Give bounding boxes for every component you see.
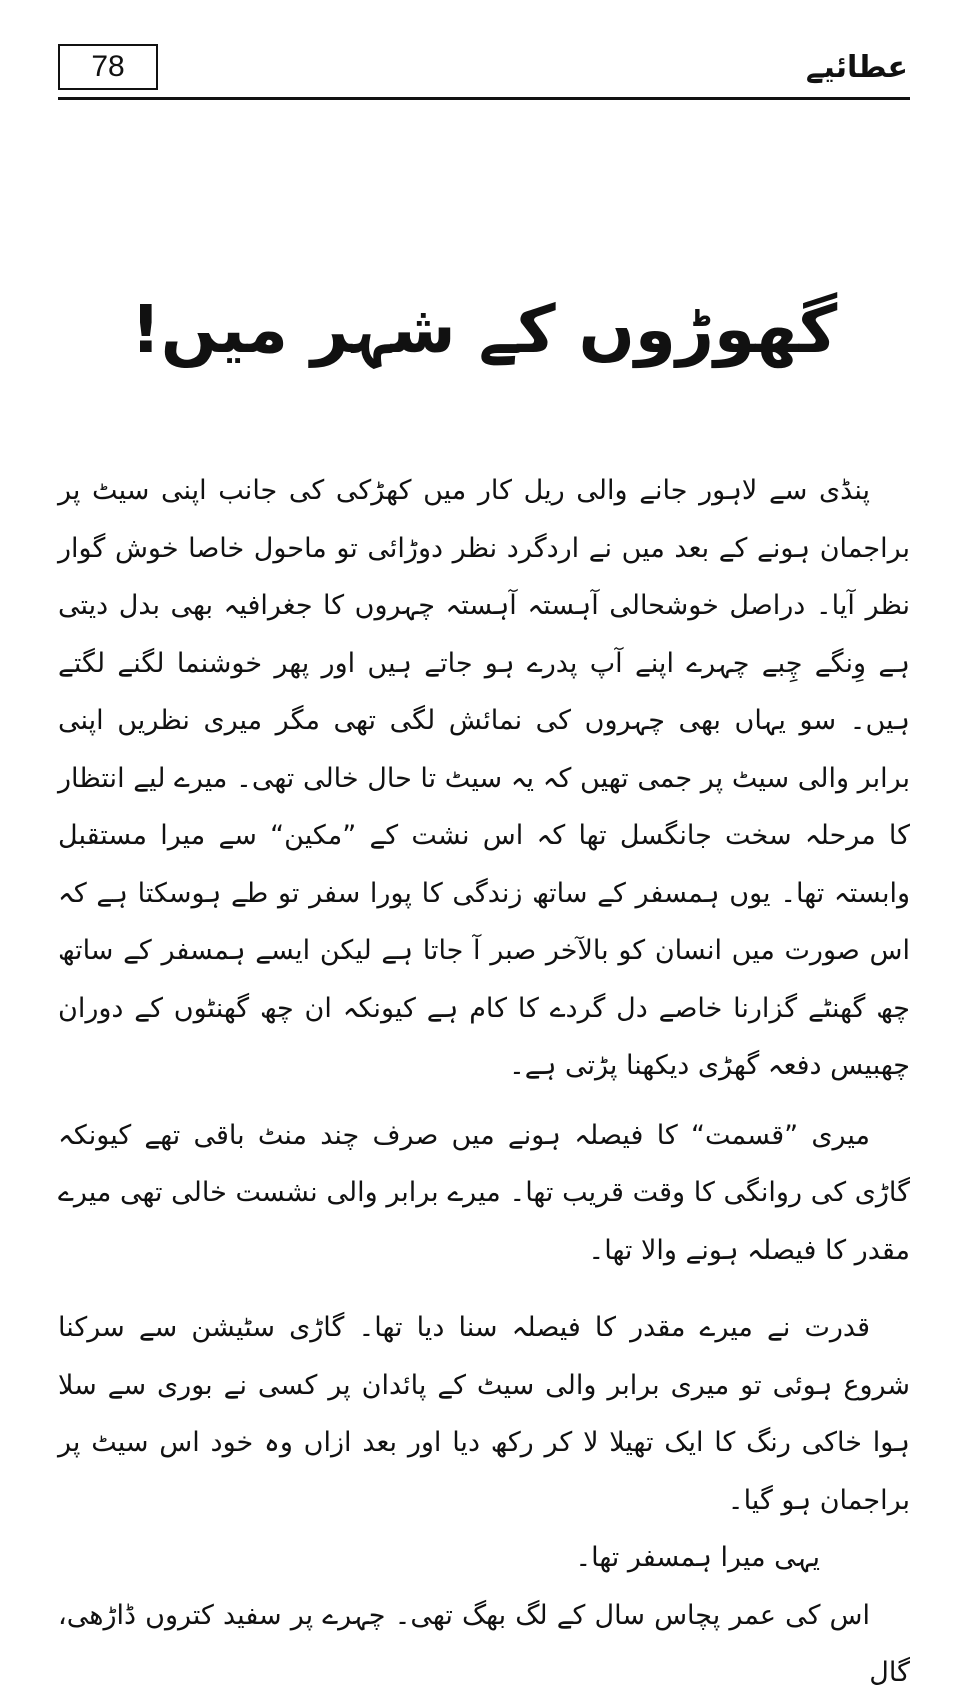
paragraph-5: اس کی عمر پچاس سال کے لگ بھگ تھی۔ چہرے پر سفید کتروں ڈاڑھی، گال: [58, 1599, 910, 1688]
page-number-box: [58, 44, 158, 90]
paragraph-3: قدرت نے میرے مقدر کا فیصلہ سنا دیا تھا۔ گاڑی سٹیشن سے سرکنا شروع ہوئی تو میری برابر والی سیٹ کے پائدان پر کسی نے بوری سے سلا ہوا خاکی رنگ کا ایک تھیلا لا کر رکھ دیا اور بعد ازاں وہ خود اس سیٹ پر براجمان ہو گیا۔: [58, 1312, 910, 1516]
chapter-title: گھوڑوں کے شہر میں!: [130, 291, 838, 368]
header-rule: [58, 97, 910, 100]
page-number: 78: [91, 50, 125, 83]
paragraph-1: پنڈی سے لاہور جانے والی ریل کار میں کھڑکی کی جانب اپنی سیٹ پر براجمان ہونے کے بعد میں نے اردگرد نظر دوڑائی تو ماحول خاصا خوش گوار نظر آیا۔ دراصل خوشحالی آہستہ آہستہ چہروں کا جغرافیہ بھی بدل دیتی ہے وِنگے چِبے چہرے اپنے آپ پدرے ہو جاتے ہیں اور پھر خوشنما لگنے لگتے ہیں۔ سو یہاں بھی چہروں کی نمائش لگی تھی مگر میری نظریں اپنی برابر والی سیٹ پر جمی تھیں کہ یہ سیٹ تا حال خالی تھی۔ میرے لیے انتظار کا مرحلہ سخت جانگسل تھا کہ اس نشت کے ”مکین“ سے میرا مستقبل وابستہ تھا۔ یوں ہمسفر کے ساتھ زندگی کا پورا سفر تو طے ہوسکتا ہے کہ اس صورت میں انسان کو بالآخر صبر آ جاتا ہے لیکن ایسے ہمسفر کے ساتھ چھ گھنٹے گزارنا خاصے دل گردے کا کام ہے کیونکہ ان چھ گھنٹوں کے دوران چھبیس دفعہ گھڑی دیکھنا پڑتی ہے۔: [58, 475, 910, 1081]
running-head: عطائیے: [805, 50, 908, 85]
body-text: [58, 462, 910, 1702]
paragraph-4: یہی میرا ہمسفر تھا۔: [575, 1542, 820, 1573]
paragraph-2: میری ”قسمت“ کا فیصلہ ہونے میں صرف چند منٹ باقی تھے کیونکہ گاڑی کی روانگی کا وقت قریب تھا۔ میرے برابر والی نشست خالی تھی میرے مقدر کا فیصلہ ہونے والا تھا۔: [58, 1119, 910, 1266]
